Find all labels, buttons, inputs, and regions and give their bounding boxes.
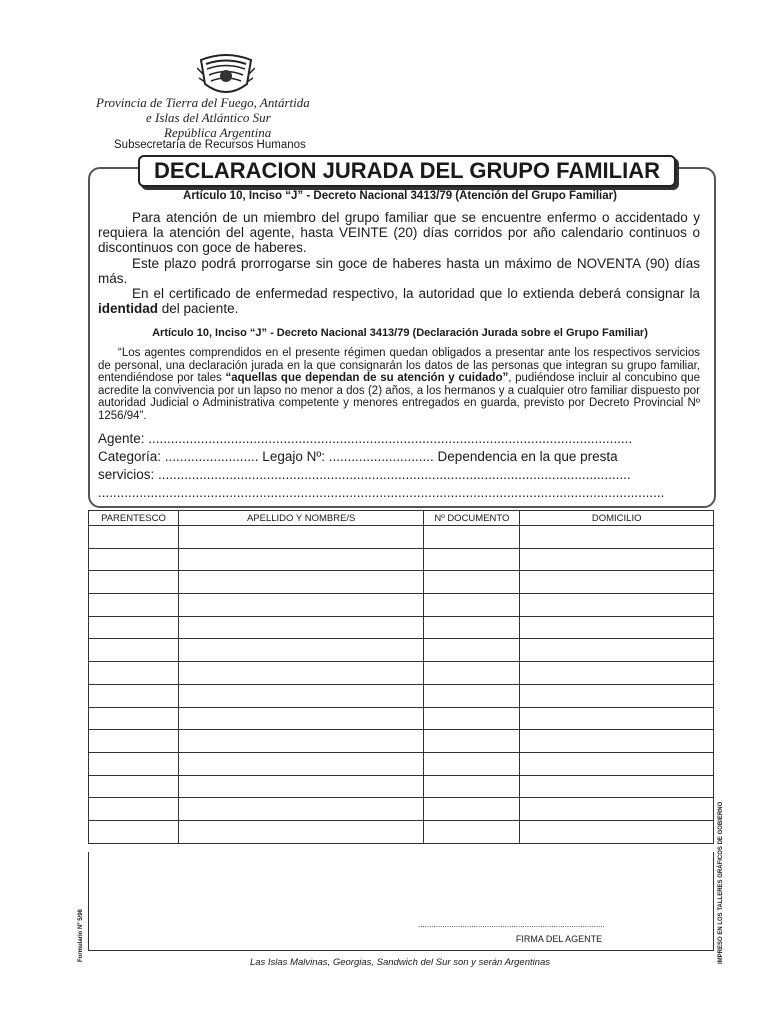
province-line-2: e Islas del Atlántico Sur [146, 110, 271, 125]
province-line-1: Provincia de Tierra del Fuego, Antártida [96, 95, 310, 110]
article1-p3-bold: identidad [98, 301, 158, 317]
column-header-apellido: APELLIDO Y NOMBRE/S [178, 511, 424, 526]
categoria-legajo-field[interactable]: Categoría: ......................... Legajo Nº: ............................ Dependencia en la que presta [98, 449, 618, 464]
agente-field[interactable]: Agente: ................................................................................................................................. [98, 431, 633, 446]
table-row [89, 594, 714, 617]
table-row [89, 752, 714, 775]
table-row [89, 571, 714, 594]
form-number: Formulario Nº 5/98 [78, 909, 84, 962]
servicios-field[interactable]: servicios: .............................................................................................................................. [98, 467, 631, 482]
article2-quote-end: , pudiéndose incluir al concubino que acredite la convivencia por un lapso no menor a dos (2) años, a los hermanos y a cualquier otro familiar dispuesto por autoridad Judicial o Administrativa competente y menores entregados en guarda, previsto por Decreto Provincial Nº 1256/94”. [98, 372, 700, 422]
footer-motto: Las Islas Malvinas, Georgias, Sandwich del Sur son y serán Argentinas [249, 957, 551, 968]
page-title: DECLARACION JURADA DEL GRUPO FAMILIAR [138, 155, 676, 187]
column-header-documento: Nº DOCUMENTO [424, 511, 520, 526]
table-row [89, 662, 714, 685]
article1-p3-end: del paciente. [161, 301, 239, 317]
table-row [89, 526, 714, 549]
article2-quote-bold: “aquellas que dependan de su atención y cuidado” [225, 372, 509, 385]
table-row [89, 798, 714, 821]
table-row [89, 707, 714, 730]
table-row [89, 548, 714, 571]
article1-body [98, 210, 700, 316]
article1-paragraph-1: Para atención de un miembro del grupo familiar que se encuentre enfermo o accidentado y requiera la atención del agente, hasta VEINTE (20) días corridos por año calendario continuos o discontinuos con goce de haberes. [98, 210, 700, 256]
office-name: Subsecretaría de Recursos Humanos [114, 139, 306, 151]
country-name: República Argentina [164, 125, 272, 140]
article2-heading: Artículo 10, Inciso “J” - Decreto Nacional 3413/79 (Declaración Jurada sobre el Grupo Familiar) [152, 327, 648, 339]
article2-quote-start: “Los agentes comprendidos en el presente régimen quedan obligados a presentar ante los respectivos servicios de personal, una declaración jurada en la que consignarán los datos de las personas que integran su grupo familiar, entendiéndose por tales [98, 347, 700, 385]
article1-heading: Artículo 10, Inciso “J” - Decreto Nacional 3413/79 (Atención del Grupo Familiar) [183, 190, 617, 202]
table-row [89, 639, 714, 662]
signature-dotted-line[interactable]: .................................................................................... [418, 920, 605, 929]
table-row [89, 775, 714, 798]
article1-paragraph-3 [98, 286, 700, 316]
article1-paragraph-2: Este plazo podrá prorrogarse sin goce de haberes hasta un máximo de NOVENTA (90) días más. [98, 255, 700, 286]
extra-dotted-line[interactable]: ....................................................................................................................................................... [98, 485, 665, 500]
table-header-row [89, 511, 714, 526]
printer-note: IMPRESO EN LOS TALLERES GRÁFICOS DE GOBIERNO [718, 801, 724, 964]
table-row [89, 820, 714, 843]
family-members-table [88, 510, 714, 844]
provincial-seal-icon [197, 54, 255, 98]
column-header-parentesco: PARENTESCO [89, 511, 179, 526]
table-row [89, 730, 714, 753]
signature-label: FIRMA DEL AGENTE [515, 934, 603, 944]
article1-p3-start: En el certificado de enfermedad respectivo, la autoridad que lo extienda deberá consignar la [132, 286, 700, 302]
article2-quote [98, 347, 700, 423]
table-row [89, 616, 714, 639]
column-header-domicilio: DOMICILIO [520, 511, 714, 526]
table-row [89, 684, 714, 707]
